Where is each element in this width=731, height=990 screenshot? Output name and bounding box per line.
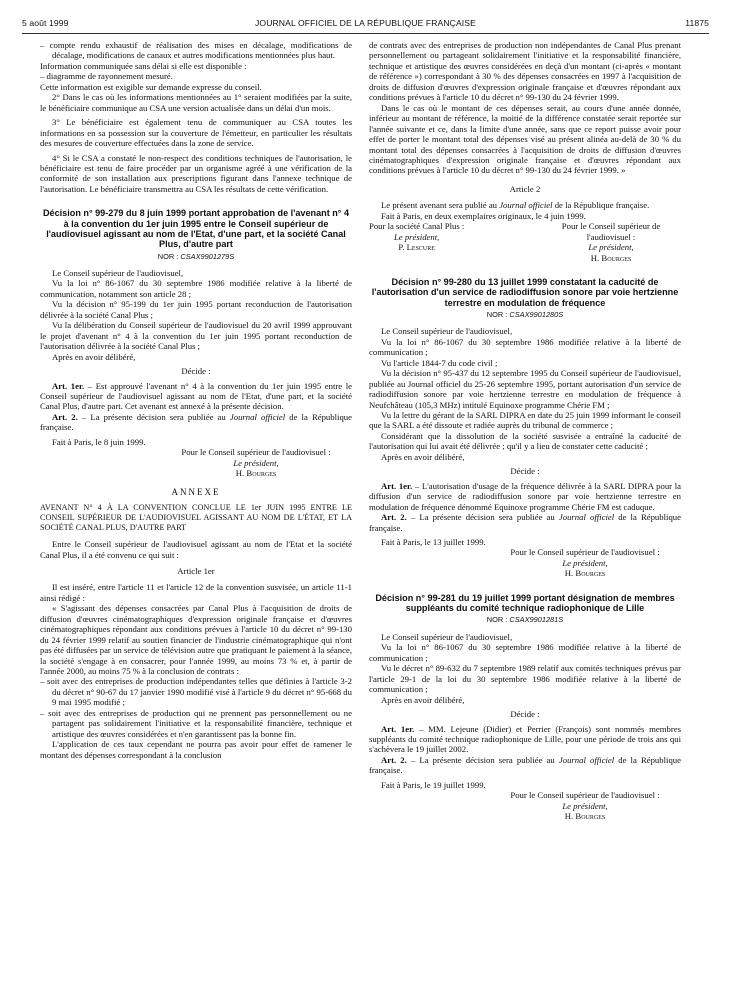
paragraph: Vu la délibération du Conseil supérieur de l'audiovisuel du 20 avril 1999 approuvant le projet d'avenant n° 4 à la convention du 1er juin 1995 portant reconduction de l'autorisation délivrée à la société Canal Plus ; (40, 320, 352, 352)
paragraph: Après en avoir délibéré, (381, 694, 465, 705)
list-item: – soit avec des entreprises de production indépendantes telles que définies à l'article 3-2 du décret n° 90-67 du 17 janvier 1990 modifié visé à l'article 9 du décret n° 95-668 du 9 mai 1995 modifié ; (40, 676, 352, 708)
paragraph: Considérant que la dissolution de la société susvisée a entraîné la caducité de l'autorisation qui lui avait été délivrée ; qu'il y a lieu de constater cette caducité ; (369, 430, 681, 452)
signature-date: Fait à Paris, le 19 juillet 1999. (381, 779, 486, 790)
decision-280-title: Décision n° 99-280 du 13 juillet 1999 constatant la caducité de l'autorisation d'un service de radiodiffusion sonore par voie hertzienne terrestre en modulation de fréquence (371, 277, 679, 308)
paragraph: L'application de ces taux cependant ne pourra pas avoir pour effet de ramener le montant des dépenses correspondant à la conclusion (40, 739, 352, 760)
signature-name: H. Bourges (564, 568, 606, 579)
signature-for: Pour le Conseil supérieur de l'audiovisuel : (510, 790, 660, 801)
paragraph: 3° Le bénéficiaire est également tenu de communiquer au CSA toutes les informations en sa possession sur la couverture de l'émetteur, en particulier les résultats des mesures de couverture effectuées dans la zone de service. (40, 117, 352, 149)
paragraph: – compte rendu exhaustif de réalisation des mises en décalage, modifications de décalage, modifications de canaux et autres modifications mentionnées plus haut. (40, 40, 352, 61)
paragraph: « S'agissant des dépenses consacrées par Canal Plus à l'acquisition de droits de diffusion d'œuvres cinématographiques d'expression originale française et d'œuvres cinématographiques répondant aux conditions prévues à l'article 10 du décret n° 99-130 du 24 février 1999 relatif au soutien financier de l'industrie cinématographique qui n'ont pas été diffusées par un service de télévision autre que pratiquant le paiement à la séance, la société s'engage à en consacrer, pour l'année 1999, au moins 73 % et, à partir de l'année 2000, au moins 75 % à la conclusion de contrats : (40, 603, 352, 677)
dual-signature (369, 221, 681, 263)
signature-canal-plus: Pour la société Canal Plus : Le président, P. Lescure (369, 221, 465, 253)
signature-for: Pour le Conseil supérieur de l'audiovisuel : (181, 447, 331, 458)
paragraph: Vu la loi n° 86-1067 du 30 septembre 1986 modifiée relative à la liberté de communication, notamment son article 28 ; (40, 278, 352, 299)
paragraph: 2° Dans le cas où les informations mentionnées au 1° seraient modifiées par la suite, le bénéficiaire communique au CSA une version actualisée dans un délai d'un mois. (40, 92, 352, 113)
right-column (369, 40, 681, 822)
signature-role: Le président, (233, 457, 279, 468)
paragraph: de contrats avec des entreprises de production non indépendantes de Canal Plus prenant personnellement ou partageant solidairement l'initiative et la responsabilité financière, technique et artistique des œuvres considérées en deçà d'un montant (ci-après « montant de référence ») correspondant à 30 % des dépenses consacrées en 1997 à l'acquisition de droits de diffusion d'œuvres d'expression originale française et d'œuvres répondant aux conditions prévues à l'article 10 du décret n° 99-130 du 24 février 1999. (369, 40, 681, 103)
paragraph: Le Conseil supérieur de l'audiovisuel, (52, 267, 184, 278)
paragraph: Le présent avenant sera publié au Journal officiel de la République française. (381, 200, 650, 211)
paragraph: Le Conseil supérieur de l'audiovisuel, (381, 326, 513, 337)
paragraph: Information communiquée sans délai si elle est disponible : (40, 60, 247, 71)
paragraph: Vu l'article 1844-7 du code civil ; (381, 357, 498, 368)
decide-heading: Décide : (510, 466, 540, 477)
paragraph: Après en avoir délibéré, (381, 451, 465, 462)
paragraph: Dans le cas où le montant de ces dépenses serait, au cours d'une année donnée, inférieur au montant de référence, la moitié de la différence constatée serait reportée sur l'année suivante et ce, dans la limite d'une année, sans que ce report puisse avoir pour effet de porter le montant total des dépenses visé au présent alinéa au-delà de 30 % du montant total des dépenses consacrées à l'acquisition de droits de diffusion d'œuvres cinématographiques d'expression originale française et d'œuvres répondant aux conditions prévues à l'article 10 du décret n° 99-130 du 24 février 1999. » (369, 102, 681, 176)
header-journal-title: JOURNAL OFFICIEL DE LA RÉPUBLIQUE FRANÇAISE (255, 18, 476, 28)
paragraph: Vu la décision n° 95-437 du 12 septembre 1995 du Conseil supérieur de l'audiovisuel, publiée au Journal officiel du 25-26 septembre 1995, portant autorisation d'un service de radiodiffusion sonore par voie hertzienne terrestre en modulation de fréquence à Neufchâteau (105,3 MHz) intitulé Equinoxe programme Chérie FM ; (369, 368, 681, 410)
annexe-heading: AVENANT N° 4 À LA CONVENTION CONCLUE LE 1er JUIN 1995 ENTRE LE CONSEIL SUPÉRIEUR DE L'AUDIOVISUEL AGISSANT AU NOM DE L'ÉTAT, ET LA SOCIÉTÉ CANAL PLUS, D'AUTRE PART (40, 503, 352, 533)
list-item: – soit avec des entreprises de production qui ne prennent pas personnellement ou ne partagent pas solidairement l'initiative et la responsabilité financière, technique et artistique des œuvres considérées et n'en garantissent pas la bonne fin. (40, 707, 352, 739)
signature-date: Fait à Paris, en deux exemplaires originaux, le 4 juin 1999. (381, 210, 586, 221)
signature-for: Pour le Conseil supérieur de l'audiovisuel : (510, 547, 660, 558)
article-1: Art. 1er. – Est approuvé l'avenant n° 4 à la convention du 1er juin 1995 entre le Conseil supérieur de l'audiovisuel agissant au nom de l'Etat, d'une part, et la société Canal Plus, d'autre part. Cet avenant est annexé à la présente décision. (40, 380, 353, 412)
paragraph: 4° Si le CSA a constaté le non-respect des conditions techniques de l'autorisation, le bénéficiaire est tenu de faire procéder par un organisme agréé à une vérification de la conformité de son installation aux prescriptions figurant dans l'annexe technique de l'autorisation. Le bénéficiaire transmettra au CSA les résultats de cette vérification. (40, 152, 352, 194)
header-page-number: 11875 (685, 18, 709, 28)
decide-heading: Décide : (181, 366, 211, 377)
paragraph: – diagramme de rayonnement mesuré. (40, 71, 173, 82)
header-rule (22, 33, 709, 34)
signature-date: Fait à Paris, le 13 juillet 1999. (381, 537, 486, 548)
decide-heading: Décide : (510, 709, 540, 720)
paragraph: Entre le Conseil supérieur de l'audiovisuel agissant au nom de l'Etat et la société Canal Plus, il a été convenu ce qui suit : (40, 539, 352, 560)
article-2: Art. 2. – La présente décision sera publiée au Journal officiel de la République française. (369, 754, 681, 776)
article-2: Art. 2. – La présente décision sera publiée au Journal officiel de la République française. (369, 512, 681, 533)
paragraph: Vu le décret n° 89-632 du 7 septembre 1989 relatif aux comités techniques prévus par l'article 29-1 de la loi du 30 septembre 1986 modifiée relative à la liberté de communication ; (369, 663, 681, 695)
decision-281-title: Décision n° 99-281 du 19 juillet 1999 portant désignation de membres suppléants du comité technique radiophonique de Lille (375, 592, 675, 614)
signature-csa: Pour le Conseil supérieur de l'audiovisuel : Le président, H. Bourges (561, 221, 661, 263)
nor-reference: NOR : CSAX9901280S (486, 309, 564, 319)
paragraph: Vu la lettre du gérant de la SARL DIPRA en date du 25 juin 1999 informant le conseil que la SARL a été dissoute et radiée auprès du tribunal de commerce ; (369, 410, 681, 431)
paragraph: Vu la loi n° 86-1067 du 30 septembre 1986 modifiée relative à la liberté de communication ; (369, 642, 681, 663)
page-header (22, 18, 709, 32)
article-heading: Article 2 (509, 183, 541, 194)
annexe-title: ANNEXE (171, 486, 221, 497)
left-column (40, 40, 352, 760)
signature-role: Le président, (562, 800, 608, 811)
decision-279-title: Décision n° 99-279 du 8 juin 1999 portant approbation de l'avenant n° 4 à la convention du 1er juin 1995 entre le Conseil supérieur de l'audiovisuel agissant au nom de l'Etat, d'une part, et la société Canal Plus, d'autre part (42, 208, 350, 250)
nor-reference: NOR : CSAX9901279S (157, 251, 235, 261)
paragraph: Le Conseil supérieur de l'audiovisuel, (381, 631, 513, 642)
signature-date: Fait à Paris, le 8 juin 1999. (52, 436, 146, 447)
paragraph: Vu la loi n° 86-1067 du 30 septembre 1986 modifiée relative à la liberté de communication ; (369, 336, 681, 358)
paragraph: Cette information est exigible sur demande expresse du conseil. (40, 81, 262, 92)
paragraph: Après en avoir délibéré, (52, 351, 136, 362)
article-heading: Article 1er (177, 565, 215, 576)
article-1: Art. 1er. – L'autorisation d'usage de la fréquence délivrée à la SARL DIPRA pour la diffusion d'un service de radiodiffusion sonore par voie hertzienne terrestre en modulation de fréquence dénommé Equinoxe programme Chérie FM est caduque. (369, 480, 681, 512)
article-1: Art. 1er. – MM. Lejeune (Didier) et Perrier (François) sont nommés membres suppléants du comité technique radiophonique de Lille, pour une période de trois ans qui s'achèvera le 19 juillet 2002. (369, 723, 681, 755)
signature-name: H. Bourges (564, 811, 606, 822)
signature-name: H. Bourges (235, 468, 277, 479)
nor-reference: NOR : CSAX9901281S (486, 615, 564, 625)
paragraph: Vu la décision n° 95-199 du 1er juin 1995 portant reconduction de l'autorisation délivrée à la société Canal Plus ; (40, 299, 352, 320)
paragraph: Il est inséré, entre l'article 11 et l'article 12 de la convention susvisée, un article 11-1 ainsi rédigé : (40, 582, 352, 603)
signature-role: Le président, (562, 557, 608, 568)
header-date: 5 août 1999 (22, 18, 69, 28)
article-2: Art. 2. – La présente décision sera publiée au Journal officiel de la République française. (40, 411, 352, 433)
